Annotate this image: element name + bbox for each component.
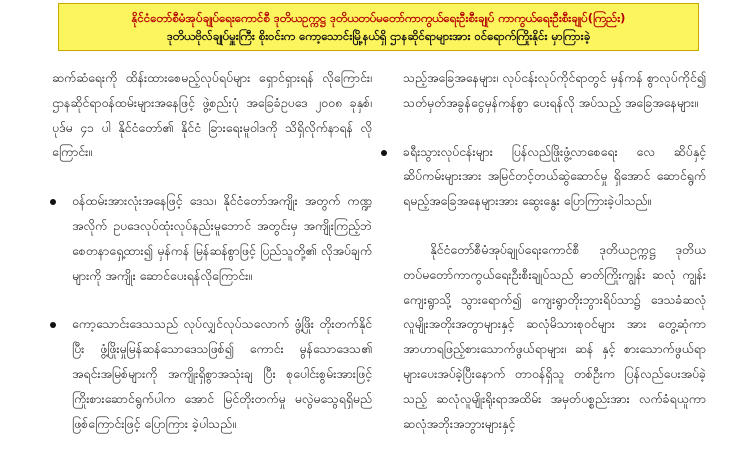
left-bullet-2	[52, 312, 372, 436]
bullet-dot-icon	[50, 199, 56, 205]
right-bullet-1	[383, 140, 706, 214]
headline-banner	[58, 3, 699, 51]
right-bullet-1-text: ခရီးသွားလုပ်ငန်းများ ပြန်လည်ဖြိုးဖွံ့လာစေရေး လေ ဆိပ်နှင့် ဆိပ်ကမ်းများအား အမြင်တင့်တယ်ဆွဲဆောင်မှု ရှိအောင် ဆောင်ရွက်ရမည့်အခြေအနေများအား ဆွေးနွေး ပြောကြားခဲ့ပါသည်။	[403, 143, 706, 209]
right-paragraph-2: နိုင်ငံတော်စီမံအုပ်ချုပ်ရေးကောင်စီ ဒုတိယဥက္ကဋ္ဌ ဒုတိယ တပ်မတော်ကာကွယ်ရေးဦးစီးချုပ်သည် ဓာတ်ကြိုးကျွန်း ဆလုံ ကျွန်းကျေးရွာသို့ သွားရောက်၍ ကျေးရွာတိုးဘွားရိပ်သာ၌ ဒေသခံဆလုံလူမျိုးအတိုးအတွာများနှင့် ဆလုံမိသားစုဝင်များ အား တွေ့ဆုံကာ အာဟာရဖြည့်စားသောက်ဖွယ်ရာများ၊ ဆန် နှင့် စားသောက်ဖွယ်ရာများပေးအပ်ခဲ့ပြီးနောက် တာဝန်ရှိသူ တစ်ဦးက ပြန်လည်ပေးအပ်ခဲ့သည့် ဆလုံလူမျိုးရိုးရာအထိမ်း အမှတ်ပစ္စည်းအား လက်ခံရယူကာ ဆလုံအဘိုးအဘွားများနှင့်	[403, 241, 706, 431]
left-bullet-1-text: ဝန်ထမ်းအားလုံးအနေဖြင့် ဒေသ၊ နိုင်ငံတော်အကျိုး အတွက် ကဏ္ဍအလိုက် ဥပဒေလုပ်ထုံးလုပ်နည်းမူဘောင် အတွင်းမှ အကျိုးကြည့်ဘဲ စေတနာရှေ့ထား၍ မှန်ကန် မြန်ဆန်စွာဖြင့် ပြည်သူတို့၏ လိုအပ်ချက်များကို အကျိုး ဆောင်ပေးရန်လိုကြောင်း။	[72, 193, 372, 283]
left-bullet-1	[52, 189, 372, 288]
headline-line-2: ဒုတိယဗိုလ်ချုပ်မှူးကြီး စိုးဝင်းက ကော့သောင်းမြို့နယ်ရှိ ဌာနဆိုင်ရာများအား ဝင်ရောက်ကြိုးနိုင်း မှာကြားခဲ့	[166, 29, 591, 43]
right-paragraph-1: သည့်အခြေအနေများ၊ လုပ်ငန်းလုပ်ကိုင်ရာတွင် မှန်ကန် စွာလုပ်ကိုင်၍ သတ်မှတ်အခွန်ငွေမှန်ကန်စွာ ပေးရန်လို အပ်သည့် အခြေအနေများ။	[403, 70, 706, 110]
headline-line-1: နိုင်ငံတော်စီမံအုပ်ချုပ်ရေးကောင်စီ ဒုတိယဥက္ကဋ္ဌ ဒုတိယတပ်မတော်ကာကွယ်ရေးဦးစီးချုပ် ကာကွယ်ရေးဦးစီးချုပ်(ကြည်း)	[131, 11, 626, 25]
left-column	[52, 66, 372, 460]
right-column	[383, 66, 706, 460]
left-bullet-2-text: ကော့သောင်းဒေသသည် လုပ်လျှင်လုပ်သလောက် ဖွံ့ဖြိုး တိုးတက်နိုင်ပြီး ဖွံ့ဖြိုးမှုမြန်ဆန်သောဒေသဖြစ်၍ ကောင်း မွန်သောဒေသ၏ အရင်းအမြစ်များကို အကျိုးရှိစွာအသုံးချ ပြီး စုပေါင်းစွမ်းအားဖြင့် ကြိုးစားဆောင်ရွက်ပါက အောင် မြင်တိုးတက်မှု မလွဲမသွေရရှိမည်ဖြစ်ကြောင်းဖြင့် ပြောကြား ခဲ့ပါသည်။	[72, 316, 372, 431]
left-paragraph-1: ဆက်ဆံရေးကို ထိန်းထားစေမည့်လုပ်ရပ်များ ရှောင်ရှားရန် လိုကြောင်း၊ ဌာနဆိုင်ရာဝန်ထမ်းများအနေဖြင့် ဖွဲ့စည်းပုံ အခြေခံဥပဒေ ၂၀၀၈ ခုနှစ်၊ ပုဒ်မ ၄၁ ပါ နိုင်ငံတော်၏ နိုင်ငံ ခြားရေးမူဝါဒကို သိရှိလိုက်နာရန် လိုကြောင်း။	[52, 70, 372, 160]
bullet-dot-icon	[381, 150, 387, 156]
bullet-dot-icon	[50, 322, 56, 328]
